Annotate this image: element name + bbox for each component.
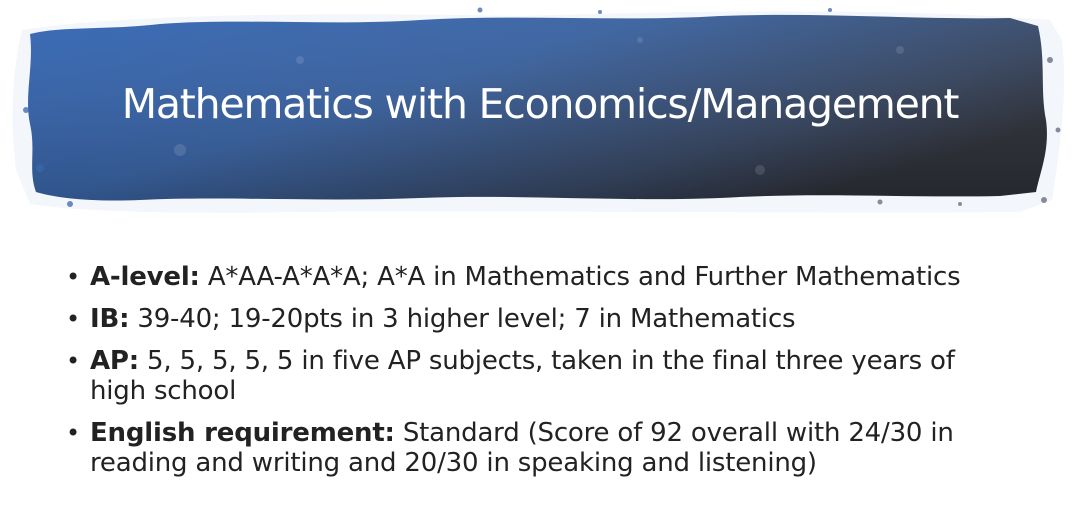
requirement-label: English requirement: — [90, 418, 395, 448]
bullet-icon: • — [66, 347, 80, 375]
slide-title: Mathematics with Economics/Management — [121, 80, 959, 128]
requirement-text: Standard (Score of 92 overall with 24/30 in reading and writing and 20/30 in speaking and listening) — [90, 418, 954, 478]
requirement-label: A-level: — [90, 262, 200, 292]
list-item-english-requirement — [64, 418, 1004, 478]
bullet-icon: • — [66, 263, 80, 291]
requirement-label: AP: — [90, 346, 139, 376]
title-banner — [0, 0, 1080, 230]
list-item-ib — [64, 304, 1004, 334]
bullet-icon: • — [66, 305, 80, 333]
requirement-text: A*AA-A*A*A; A*A in Mathematics and Further Mathematics — [199, 262, 961, 292]
list-item-ap — [64, 346, 1004, 406]
requirements-list — [64, 262, 1004, 492]
list-item-a-level — [64, 262, 1004, 292]
requirement-text: 39-40; 19-20pts in 3 higher level; 7 in Mathematics — [129, 304, 796, 334]
bullet-icon: • — [66, 419, 80, 447]
requirement-label: IB: — [90, 304, 130, 334]
requirement-text: 5, 5, 5, 5, 5 in five AP subjects, taken in the final three years of high school — [90, 346, 955, 406]
